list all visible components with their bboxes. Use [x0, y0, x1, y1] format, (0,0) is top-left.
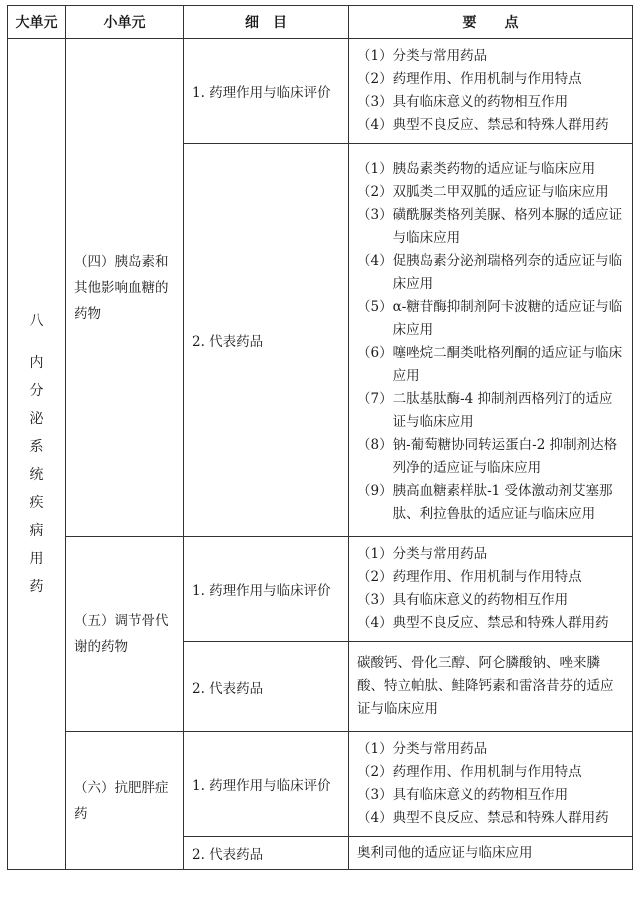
key-point: （3） 具有临床意义的药物相互作用: [357, 94, 569, 110]
key-points-cell: [349, 642, 633, 732]
detail-cell: 2. 代表药品: [184, 642, 349, 732]
key-point: （7） 二肽基肽酶-4 抑制剂西格列汀的适应证与临床应用: [357, 391, 613, 430]
minor-unit-cell: （四）胰岛素和其他影响血糖的药物: [66, 39, 184, 537]
key-point: （4） 促胰岛素分泌剂瑞格列奈的适应证与临床应用: [357, 253, 623, 292]
key-point: （8） 钠-葡萄糖协同转运蛋白-2 抑制剂达格列净的适应证与临床应用: [357, 437, 618, 476]
detail-cell: 2. 代表药品: [184, 837, 349, 870]
key-point: （3） 具有临床意义的药物相互作用: [357, 592, 569, 608]
key-point: （4） 典型不良反应、禁忌和特殊人群用药: [357, 615, 609, 631]
key-points-cell: [349, 39, 633, 144]
key-point: （1） 分类与常用药品: [357, 48, 488, 64]
minor-unit-cell: （六）抗肥胖症药: [66, 732, 184, 870]
major-unit-number: 八: [29, 313, 44, 329]
table-row: [8, 732, 633, 837]
key-point: （9） 胰高血糖素样肽-1 受体激动剂艾塞那肽、利拉鲁肽的适应证与临床应用: [357, 483, 613, 522]
header-minor-unit: 小单元: [66, 6, 184, 39]
syllabus-table: [7, 5, 633, 870]
key-point: （4） 典型不良反应、禁忌和特殊人群用药: [357, 117, 609, 133]
key-points-cell: [349, 732, 633, 837]
key-point: （1） 分类与常用药品: [357, 546, 488, 562]
key-point: （1） 胰岛素类药物的适应证与临床应用: [357, 161, 596, 177]
major-unit-char: 统: [29, 467, 44, 483]
key-point: （6） 噻唑烷二酮类吡格列酮的适应证与临床应用: [357, 345, 623, 384]
key-points-cell: [349, 144, 633, 537]
major-unit-cell: [8, 39, 66, 870]
major-unit-char: 系: [29, 439, 44, 455]
key-point: （1） 分类与常用药品: [357, 741, 488, 757]
minor-unit-cell: （五）调节骨代谢的药物: [66, 537, 184, 732]
table-row: [8, 39, 633, 144]
major-unit-char: 疾: [29, 495, 44, 511]
header-major-unit: 大单元: [8, 6, 66, 39]
table-row: [8, 537, 633, 642]
major-unit-char: 分: [29, 383, 44, 399]
major-unit-char: 用: [29, 551, 44, 567]
major-unit-char: 内: [29, 355, 44, 371]
key-point: （2） 双胍类二甲双胍的适应证与临床应用: [357, 184, 609, 200]
major-unit-char: 病: [29, 523, 44, 539]
header-key-points: 要 点: [349, 6, 633, 39]
detail-cell: 2. 代表药品: [184, 144, 349, 537]
major-unit-char: 药: [29, 579, 44, 595]
key-point: （3） 具有临床意义的药物相互作用: [357, 787, 569, 803]
detail-cell: 1. 药理作用与临床评价: [184, 537, 349, 642]
key-point: （5） α-糖苷酶抑制剂阿卡波糖的适应证与临床应用: [357, 299, 623, 338]
detail-cell: 1. 药理作用与临床评价: [184, 39, 349, 144]
detail-cell: 1. 药理作用与临床评价: [184, 732, 349, 837]
key-point: （2） 药理作用、作用机制与作用特点: [357, 71, 582, 87]
key-point: （3） 磺酰脲类格列美脲、格列本脲的适应证与临床应用: [357, 207, 623, 246]
key-point-plain: 奥利司他的适应证与临床应用: [357, 844, 533, 861]
header-detail: 细 目: [184, 6, 349, 39]
major-unit-char: 泌: [29, 411, 44, 427]
key-point: （4） 典型不良反应、禁忌和特殊人群用药: [357, 810, 609, 826]
key-points-cell: [349, 837, 633, 870]
header-row: [8, 6, 633, 39]
key-point-plain: 碳酸钙、骨化三醇、阿仑膦酸钠、唑来膦酸、特立帕肽、鲑降钙素和雷洛昔芬的适应证与临床应用: [357, 655, 614, 717]
key-point: （2） 药理作用、作用机制与作用特点: [357, 569, 582, 585]
key-point: （2） 药理作用、作用机制与作用特点: [357, 764, 582, 780]
key-points-cell: [349, 537, 633, 642]
